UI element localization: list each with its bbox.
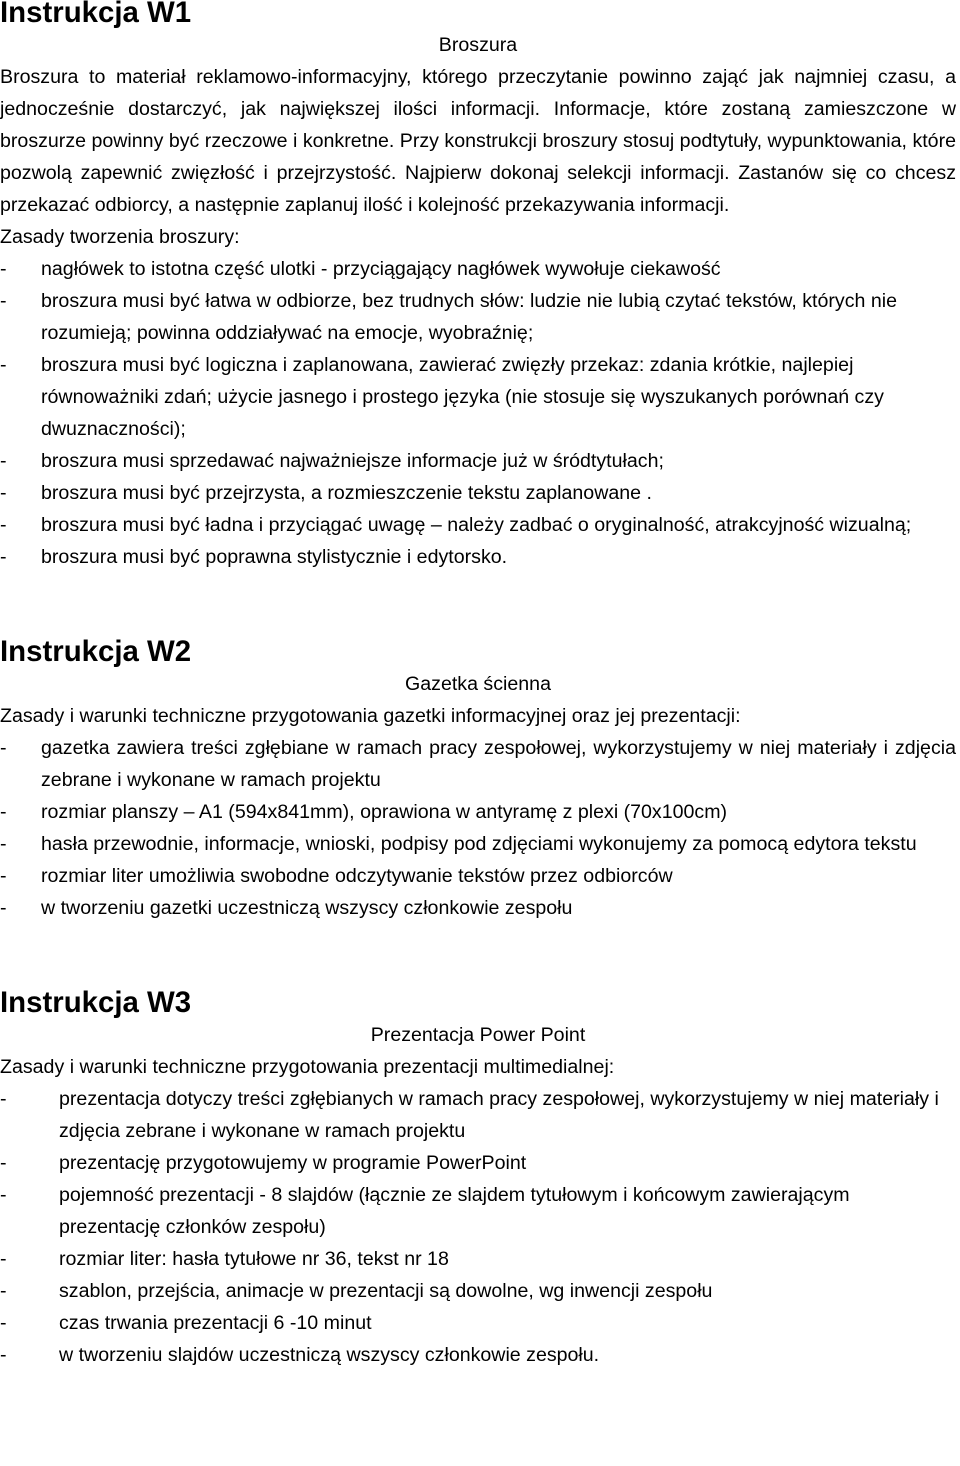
dash-bullet: -	[0, 450, 7, 472]
list-item: - broszura musi być ładna i przyciągać uwagę – należy zadbać o oryginalność, atrakcyjność wizualną;	[0, 509, 956, 541]
section-title-w2: Gazetka ścienna	[405, 673, 551, 695]
dash-bullet: -	[0, 546, 7, 568]
dash-bullet: -	[0, 1312, 7, 1334]
section-w2	[0, 636, 956, 924]
dash-bullet: -	[0, 1184, 7, 1206]
list-item: - broszura musi być poprawna stylistycznie i edytorsko.	[0, 541, 956, 573]
section-title-w3: Prezentacja Power Point	[370, 1024, 586, 1046]
list-item: - broszura musi być przejrzysta, a rozmieszczenie tekstu zaplanowane .	[0, 477, 956, 509]
list-item: - nagłówek to istotna część ulotki - przyciągający nagłówek wywołuje ciekawość	[0, 253, 956, 285]
dash-bullet: -	[0, 1152, 7, 1174]
dash-bullet: -	[0, 897, 7, 919]
list-item: - rozmiar liter umożliwia swobodne odczytywanie tekstów przez odbiorców	[0, 860, 956, 892]
rules-lead-w1: Zasady tworzenia broszury:	[0, 226, 240, 248]
rules-lead-w2: Zasady i warunki techniczne przygotowania gazetki informacyjnej oraz jej prezentacji:	[0, 705, 741, 727]
dash-bullet: -	[0, 514, 7, 536]
dash-bullet: -	[0, 865, 7, 887]
list-item: - broszura musi być łatwa w odbiorze, bez trudnych słów: ludzie nie lubią czytać tekstów, których nie rozumieją; powinna oddziaływać na emocje, wyobraźnię;	[0, 285, 956, 349]
section-w1	[0, 0, 956, 573]
list-item: - w tworzeniu gazetki uczestniczą wszyscy członkowie zespołu	[0, 892, 956, 924]
section-spacer	[0, 924, 956, 987]
rules-list-w2	[0, 732, 956, 924]
list-item: - w tworzeniu slajdów uczestniczą wszyscy członkowie zespołu.	[0, 1339, 956, 1371]
section-spacer	[0, 573, 956, 636]
dash-bullet: -	[0, 1280, 7, 1302]
intro-paragraph-w1: Broszura to materiał reklamowo-informacyjny, którego przeczytanie powinno zająć jak najmniej czasu, a jednocześnie dostarczyć, jak największej ilości informacji. Informacje, które zostaną zamieszczone w broszurze powinny być rzeczowe i konkretne. Przy konstrukcji broszury stosuj podtytuły, wypunktowania, które pozwolą zapewnić zwięzłość i przejrzystość. Najpierw dokonaj selekcji informacji. Zastanów się co chcesz przekazać odbiorcy, a następnie zaplanuj ilość i kolejność przekazywania informacji.	[0, 66, 956, 216]
list-item: - szablon, przejścia, animacje w prezentacji są dowolne, wg inwencji zespołu	[0, 1275, 956, 1307]
section-header-w2: Instrukcja W2	[0, 635, 192, 668]
dash-bullet: -	[0, 1344, 7, 1366]
list-item: - rozmiar planszy – A1 (594x841mm), oprawiona w antyramę z plexi (70x100cm)	[0, 796, 956, 828]
list-item: - prezentacja dotyczy treści zgłębianych w ramach pracy zespołowej, wykorzystujemy w niej materiały i zdjęcia zebrane i wykonane w ramach projektu	[0, 1083, 956, 1147]
list-item: - rozmiar liter: hasła tytułowe nr 36, tekst nr 18	[0, 1243, 956, 1275]
dash-bullet: -	[0, 290, 7, 312]
list-item: - broszura musi sprzedawać najważniejsze informacje już w śródtytułach;	[0, 445, 956, 477]
section-header-w1: Instrukcja W1	[0, 0, 192, 29]
dash-bullet: -	[0, 737, 7, 759]
dash-bullet: -	[0, 1248, 7, 1270]
list-item: - gazetka zawiera treści zgłębiane w ramach pracy zespołowej, wykorzystujemy w niej materiały i zdjęcia zebrane i wykonane w ramach projektu	[0, 732, 956, 796]
section-w3	[0, 987, 956, 1371]
rules-list-w1	[0, 253, 956, 573]
rules-list-w3	[0, 1083, 956, 1371]
list-item: - broszura musi być logiczna i zaplanowana, zawierać zwięzły przekaz: zdania krótkie, najlepiej równoważniki zdań; użycie jasnego i prostego języka (nie stosuje się wyszukanych porównań czy dwuznaczności);	[0, 349, 956, 445]
dash-bullet: -	[0, 258, 7, 280]
dash-bullet: -	[0, 1088, 7, 1110]
list-item: - prezentację przygotowujemy w programie PowerPoint	[0, 1147, 956, 1179]
dash-bullet: -	[0, 354, 7, 376]
list-item: - pojemność prezentacji - 8 slajdów (łącznie ze slajdem tytułowym i końcowym zawierającym prezentację członków zespołu)	[0, 1179, 956, 1243]
rules-lead-w3: Zasady i warunki techniczne przygotowania prezentacji multimedialnej:	[0, 1056, 615, 1078]
dash-bullet: -	[0, 482, 7, 504]
dash-bullet: -	[0, 833, 7, 855]
list-item: - czas trwania prezentacji 6 -10 minut	[0, 1307, 956, 1339]
list-item: - hasła przewodnie, informacje, wnioski, podpisy pod zdjęciami wykonujemy za pomocą edytora tekstu	[0, 828, 956, 860]
section-title-w1: Broszura	[438, 34, 518, 56]
dash-bullet: -	[0, 801, 7, 823]
section-header-w3: Instrukcja W3	[0, 986, 192, 1019]
